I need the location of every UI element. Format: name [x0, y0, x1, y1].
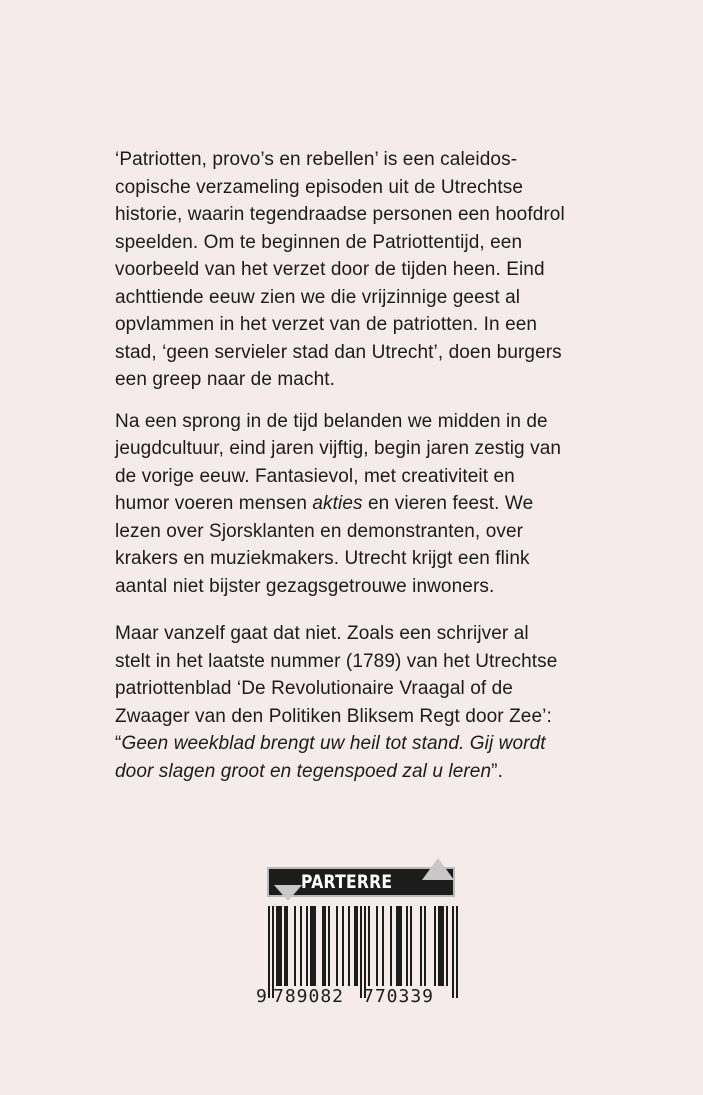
- barcode-bar: [420, 906, 422, 986]
- barcode-bar: [336, 906, 338, 986]
- barcode-bar: [390, 906, 392, 986]
- barcode-bar: [360, 906, 362, 998]
- paragraph-youth-culture: [115, 408, 615, 601]
- barcode-bar: [354, 906, 356, 986]
- barcode-bar: [306, 906, 308, 986]
- paragraph-quote-text-b: ”.: [491, 760, 503, 782]
- triangle-down-icon: [273, 884, 303, 902]
- isbn-barcode: [256, 906, 458, 1006]
- barcode-bar: [300, 906, 302, 986]
- paragraph-youth-culture-text-a: Na een sprong in de tijd belanden we midden in de jeugdcultuur, eind jaren vijftig, begin jaren zestig van de vorige eeuw. Fantasievol, met creativiteit en humor voeren mensen: [115, 410, 562, 514]
- barcode-bar: [324, 906, 326, 986]
- paragraph-youth-culture-text-b: en vieren feest. We lezen over Sjorsklanten en demonstranten, over krakers en muziekmakers. Utrecht krijgt een flink aantal niet bijster gezagsgetrouwe inwoners.: [115, 493, 534, 597]
- barcode-bar: [446, 906, 448, 986]
- barcode-right-digits: 770339: [363, 986, 435, 1007]
- barcode-bar: [368, 906, 370, 986]
- barcode-bar: [424, 906, 426, 986]
- barcode-bar: [310, 906, 312, 986]
- triangle-up-icon: [421, 857, 455, 881]
- barcode-bar: [396, 906, 398, 986]
- publisher-logo: [267, 857, 457, 901]
- back-cover-text: [115, 146, 615, 799]
- barcode-bar: [280, 906, 282, 986]
- paragraph-quote: [115, 620, 615, 785]
- barcode-bar: [342, 906, 344, 986]
- barcode-bar: [276, 906, 278, 986]
- barcode-bar: [398, 906, 400, 986]
- barcode-bar: [438, 906, 440, 986]
- barcode-bar: [312, 906, 314, 986]
- barcode-bar: [440, 906, 442, 986]
- barcode-bar: [456, 906, 458, 998]
- barcode-bar: [348, 906, 350, 986]
- barcode-bar: [442, 906, 444, 986]
- publisher-name: PARTERRE: [301, 871, 393, 893]
- barcode-bar: [406, 906, 408, 986]
- barcode-bar: [284, 906, 286, 986]
- barcode-bar: [322, 906, 324, 986]
- barcode-bar: [364, 906, 366, 998]
- barcode-bar: [356, 906, 358, 986]
- barcode-bar: [376, 906, 378, 986]
- barcode-bar: [294, 906, 296, 986]
- barcode-bar: [272, 906, 274, 998]
- barcode-bar: [268, 906, 270, 998]
- barcode-bar: [286, 906, 288, 986]
- barcode-bar: [452, 906, 454, 998]
- barcode-bar: [434, 906, 436, 986]
- paragraph-youth-culture-italic: akties: [312, 493, 363, 514]
- paragraph-intro: ‘Patriotten, provo’s en rebellen’ is een caleidos- copische verzameling episoden uit de Utrechtse historie, waarin tegendraadse personen een hoofdrol speelden. Om te beginnen de Patriottentijd, een voorbeeld van het verzet door de tijden heen. Eind achttiende eeuw zien we die vrijzinnige geest al opvlammen in het verzet van de patriotten. In een stad, ‘geen servieler stad dan Utrecht’, doen burgers een greep naar de macht.: [115, 149, 565, 390]
- barcode-bar: [382, 906, 384, 986]
- barcode-left-digits: 789082: [273, 986, 345, 1007]
- barcode-bar: [400, 906, 402, 986]
- barcode-bar: [314, 906, 316, 986]
- paragraph-quote-text-a: Maar vanzelf gaat dat niet. Zoals een schrijver al stelt in het laatste nummer (1789) van het Utrechtse patriottenblad ‘De Revolutionaire Vraagal of de Zwaager van den Politiken Bliksem Regt door Zee’: “: [115, 623, 558, 754]
- barcode-bar: [410, 906, 412, 986]
- barcode-first-digit: 9: [256, 986, 268, 1007]
- barcode-bar: [278, 906, 280, 986]
- paragraph-quote-italic: Geen weekblad brengt uw heil tot stand. Gij wordt door slagen groot en tegenspoed zal u leren: [115, 733, 546, 782]
- barcode-bar: [328, 906, 330, 986]
